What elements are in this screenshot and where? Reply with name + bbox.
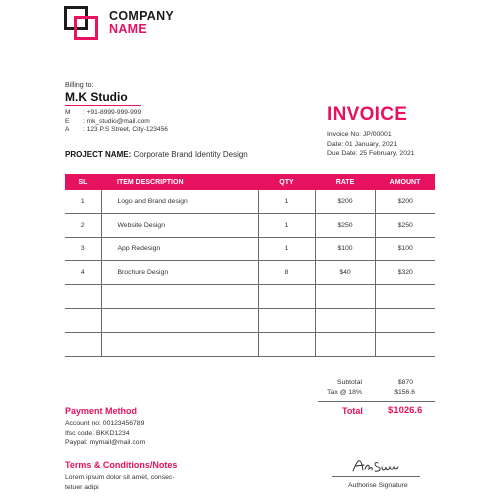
terms-title: Terms & Conditions/Notes	[65, 460, 178, 470]
cell-description	[101, 332, 258, 356]
cell-sl	[65, 332, 101, 356]
table-row	[65, 190, 435, 213]
total-label: Total	[342, 406, 363, 416]
invoice-date: Date: 01 January, 2021	[327, 140, 398, 148]
cell-sl	[65, 308, 101, 332]
contact-value: : +91-8999-999-999	[83, 109, 142, 116]
table-row	[65, 261, 435, 285]
cell-amount: $250	[375, 213, 435, 237]
subtotal-value: $870	[397, 379, 413, 386]
cell-sl: 3	[65, 237, 101, 261]
cell-amount: $100	[375, 237, 435, 261]
payment-ifsc: Ifsc code: BKKD1234	[65, 429, 130, 437]
cell-amount	[375, 308, 435, 332]
table-row	[65, 213, 435, 237]
invoice-due-date: Due Date: 25 February, 2021	[327, 150, 415, 157]
cell-description: Brochure Design	[101, 261, 258, 285]
client-underline	[65, 105, 141, 106]
tax-label: Tax @ 18%	[327, 389, 362, 396]
cell-qty	[258, 285, 315, 309]
cell-qty	[258, 332, 315, 356]
project-value: Corporate Brand Identity Design	[133, 150, 248, 159]
cell-amount	[375, 285, 435, 309]
signature-label: Authorise Signature	[348, 482, 408, 489]
cell-rate	[315, 285, 375, 309]
total-value: $1026.6	[388, 405, 423, 416]
cell-rate: $200	[315, 190, 375, 213]
cell-qty: 1	[258, 190, 315, 213]
cell-qty: 8	[258, 261, 315, 285]
subtotal-label: Subtotal	[337, 379, 362, 386]
payment-account: Account no: 00123456789	[65, 420, 145, 427]
column-header-rate: RATE	[315, 174, 375, 190]
contact-key: A	[65, 126, 70, 133]
cell-rate	[315, 332, 375, 356]
billing-label: Billing to:	[65, 82, 94, 89]
payment-paypal: Paypal: mymail@mail.com	[65, 439, 146, 446]
contact-key: E	[65, 117, 70, 125]
payment-method-title: Payment Method	[65, 406, 138, 416]
company-logo	[64, 6, 214, 42]
terms-line-1: Lorem ipsum dolor sit amet, consec-	[65, 474, 175, 481]
cell-description	[101, 285, 258, 309]
project-line	[65, 150, 248, 159]
logo-mark-icon	[64, 6, 98, 40]
cell-qty: 1	[258, 213, 315, 237]
contact-value: : mk_studio@mail.com	[83, 117, 150, 125]
company-name-line1: COMPANY	[109, 9, 175, 23]
contact-key: M	[65, 109, 71, 116]
cell-description: App Redesign	[101, 237, 258, 261]
contact-address	[65, 126, 168, 133]
project-label: PROJECT NAME:	[65, 150, 132, 159]
column-header-description: ITEM DESCRIPTION	[101, 174, 258, 190]
contact-value: : 123 P.S Street, City-123456	[83, 126, 168, 133]
terms-line-2: tetuer adipi	[65, 483, 99, 491]
total-divider	[318, 401, 435, 402]
cell-description	[101, 308, 258, 332]
cell-qty	[258, 308, 315, 332]
column-header-amount: AMOUNT	[375, 174, 435, 190]
contact-mobile	[65, 109, 141, 116]
tax-value: $156.6	[394, 389, 415, 396]
cell-rate: $100	[315, 237, 375, 261]
table-header-row	[65, 174, 435, 190]
cell-rate	[315, 308, 375, 332]
column-header-qty: QTY	[258, 174, 315, 190]
cell-sl	[65, 285, 101, 309]
cell-rate: $40	[315, 261, 375, 285]
cell-qty: 1	[258, 237, 315, 261]
cell-rate: $250	[315, 213, 375, 237]
invoice-number: Invoice No: JP/00001	[327, 131, 392, 138]
column-header-sl: SL	[65, 174, 101, 190]
cell-sl: 4	[65, 261, 101, 285]
cell-sl: 2	[65, 213, 101, 237]
signature-line	[332, 476, 420, 477]
table-row	[65, 332, 435, 356]
cell-amount	[375, 332, 435, 356]
cell-sl: 1	[65, 190, 101, 213]
items-table	[65, 174, 435, 357]
cell-description: Website Design	[101, 213, 258, 237]
cell-amount: $200	[375, 190, 435, 213]
table-row	[65, 308, 435, 332]
cell-amount: $320	[375, 261, 435, 285]
client-name: M.K Studio	[65, 90, 128, 104]
table-row	[65, 285, 435, 309]
contact-email	[65, 118, 150, 125]
company-name	[109, 10, 174, 36]
signature-image	[350, 455, 400, 475]
cell-description: Logo and Brand design	[101, 190, 258, 213]
table-row	[65, 237, 435, 261]
company-name-line2: NAME	[109, 22, 148, 36]
invoice-title: INVOICE	[327, 104, 408, 125]
